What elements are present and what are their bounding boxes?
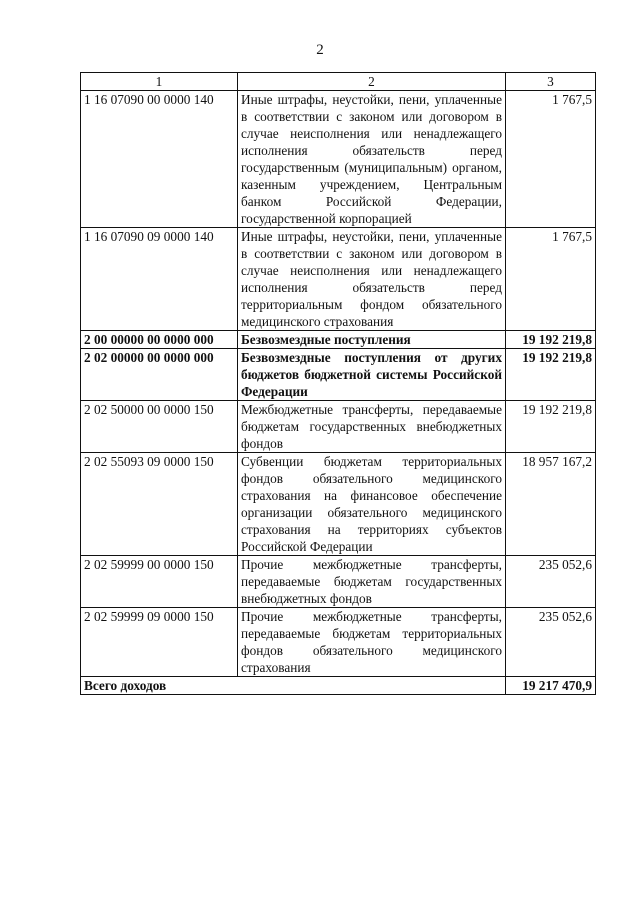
budget-code-cell: 2 02 59999 00 0000 150 [81, 556, 238, 608]
column-header-code: 1 [81, 73, 238, 91]
table-row [81, 608, 596, 677]
table-row [81, 349, 596, 401]
revenue-name-cell: Безвозмездные поступления от других бюджетов бюджетной системы Российской Федерации [238, 349, 506, 401]
budget-code-cell: 2 00 00000 00 0000 000 [81, 331, 238, 349]
table-row [81, 453, 596, 556]
revenue-name-cell: Прочие межбюджетные трансферты, передаваемые бюджетам государственных внебюджетных фондов [238, 556, 506, 608]
amount-cell: 19 192 219,8 [506, 331, 596, 349]
budget-code-cell: 1 16 07090 09 0000 140 [81, 228, 238, 331]
budget-code-cell: 2 02 50000 00 0000 150 [81, 401, 238, 453]
revenue-name-cell: Прочие межбюджетные трансферты, передаваемые бюджетам территориальных фондов обязательного медицинского страхования [238, 608, 506, 677]
amount-cell: 18 957 167,2 [506, 453, 596, 556]
revenue-name-cell: Субвенции бюджетам территориальных фондов обязательного медицинского страхования на финансовое обеспечение организации обязательного медицинского страхования на территориях субъектов Российской Федерации [238, 453, 506, 556]
total-label: Всего доходов [81, 677, 506, 695]
amount-cell: 19 192 219,8 [506, 349, 596, 401]
table-body [81, 91, 596, 677]
table-row [81, 331, 596, 349]
column-header-name: 2 [238, 73, 506, 91]
total-row [81, 677, 596, 695]
page-number: 2 [316, 42, 324, 58]
budget-code-cell: 1 16 07090 00 0000 140 [81, 91, 238, 228]
table-row [81, 91, 596, 228]
revenue-name-cell: Иные штрафы, неустойки, пени, уплаченные в соответствии с законом или договором в случае неисполнения или ненадлежащего исполнения обязательств перед территориальным фондом обязательного медицинского страхования [238, 228, 506, 331]
budget-code-cell: 2 02 00000 00 0000 000 [81, 349, 238, 401]
amount-cell: 1 767,5 [506, 228, 596, 331]
budget-code-cell: 2 02 59999 09 0000 150 [81, 608, 238, 677]
revenue-name-cell: Безвозмездные поступления [238, 331, 506, 349]
column-header-amount: 3 [506, 73, 596, 91]
amount-cell: 1 767,5 [506, 91, 596, 228]
budget-code-cell: 2 02 55093 09 0000 150 [81, 453, 238, 556]
amount-cell: 19 192 219,8 [506, 401, 596, 453]
table-row [81, 401, 596, 453]
amount-cell: 235 052,6 [506, 556, 596, 608]
amount-cell: 235 052,6 [506, 608, 596, 677]
table-row [81, 228, 596, 331]
revenue-name-cell: Иные штрафы, неустойки, пени, уплаченные в соответствии с законом или договором в случае неисполнения или ненадлежащего исполнения обязательств перед государственным (муниципальным) органом, казенным учреждением, Центральным банком Российской Федерации, государственной корпорацией [238, 91, 506, 228]
revenue-table [80, 72, 596, 695]
table-header-row [81, 73, 596, 91]
table-row [81, 556, 596, 608]
revenue-name-cell: Межбюджетные трансферты, передаваемые бюджетам государственных внебюджетных фондов [238, 401, 506, 453]
total-amount: 19 217 470,9 [506, 677, 596, 695]
